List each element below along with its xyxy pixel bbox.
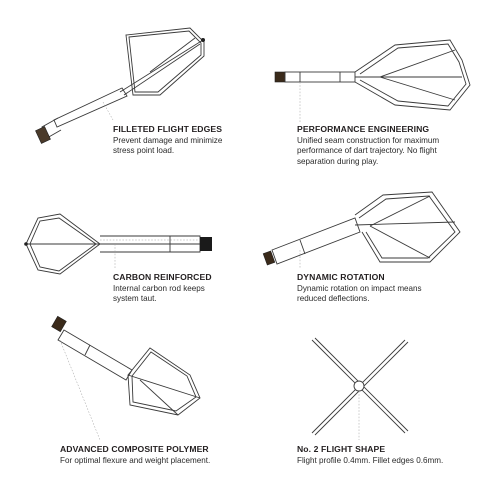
feature-description: Internal carbon rod keeps system taut. (113, 284, 205, 304)
feature-description: Flight profile 0.4mm. Fillet edges 0.6mm. (297, 456, 444, 465)
dart-flight-rotation-icon (263, 192, 460, 265)
flight-cross-section-icon (312, 338, 408, 440)
feature-description: Prevent damage and minimize stress point load. (113, 136, 223, 156)
feature-title: FILLETED FLIGHT EDGES (113, 124, 223, 134)
feature-filleted-flight-edges (113, 124, 323, 157)
dart-flight-composite-icon (52, 316, 200, 440)
feature-title: ADVANCED COMPOSITE POLYMER (60, 444, 209, 454)
feature-description: Dynamic rotation on impact means reduced deflections. (297, 284, 422, 304)
feature-title: No. 2 FLIGHT SHAPE (297, 444, 386, 454)
feature-carbon-reinforced (113, 272, 323, 305)
feature-title: CARBON REINFORCED (113, 272, 212, 282)
feature-advanced-composite-polymer (60, 444, 270, 466)
feature-description: For optimal flexure and weight placement. (60, 456, 211, 465)
feature-title: PERFORMANCE ENGINEERING (297, 124, 430, 134)
feature-title: DYNAMIC ROTATION (297, 272, 385, 282)
dart-flight-side-icon (275, 40, 470, 110)
feature-performance-engineering (297, 124, 500, 167)
feature-dynamic-rotation (297, 272, 500, 305)
feature-description: Unified seam construction for maximum performance of dart trajectory. No flight separation during play. (297, 136, 440, 166)
feature-no2-flight-shape (297, 444, 500, 466)
dart-flight-horizontal-icon (24, 214, 212, 274)
